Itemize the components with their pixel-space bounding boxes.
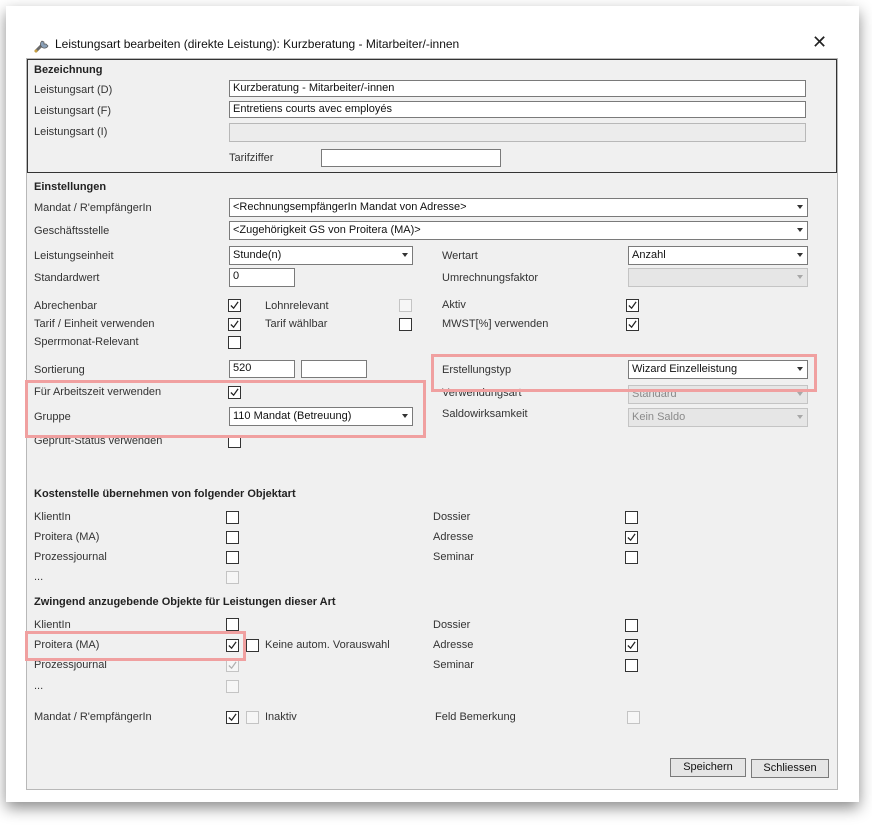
chevron-down-icon	[797, 275, 803, 279]
sortierung-input[interactable]: 520	[229, 360, 295, 378]
umrechnungsfaktor-select	[628, 268, 808, 287]
zwingend-prozessjournal-label: Prozessjournal	[34, 659, 107, 671]
lohnrelevant-checkbox	[399, 299, 412, 312]
mandat-select-value: <RechnungsempfängerIn Mandat von Adresse>	[233, 201, 467, 213]
lohnrelevant-label: Lohnrelevant	[265, 300, 329, 312]
zwingend-klientin-label: KlientIn	[34, 619, 71, 631]
leistungsart-d-label: Leistungsart (D)	[34, 84, 113, 96]
checkmark-icon	[228, 713, 237, 722]
kostenstelle-klientin-checkbox[interactable]	[226, 511, 239, 524]
geprueft-label: Geprüft-Status verwenden	[34, 435, 163, 447]
chevron-down-icon	[797, 415, 803, 419]
zwingend-more-checkbox	[226, 680, 239, 693]
zwingend-seminar-label: Seminar	[433, 659, 474, 671]
inaktiv-label: Inaktiv	[265, 711, 297, 723]
leistungsart-i-input	[229, 123, 806, 142]
zwingend-more-label: ...	[34, 680, 44, 692]
checkmark-icon	[628, 320, 637, 329]
title-bar[interactable]	[6, 6, 859, 54]
erstellungstyp-label: Erstellungstyp	[442, 364, 512, 376]
saldowirksamkeit-label: Saldowirksamkeit	[442, 408, 528, 420]
abrechenbar-label: Abrechenbar	[34, 300, 97, 312]
erstellungstyp-select-value: Wizard Einzelleistung	[632, 363, 738, 375]
checkmark-icon	[230, 320, 239, 329]
aktiv-checkbox[interactable]	[626, 299, 639, 312]
highlight-erstellungstyp	[431, 354, 817, 392]
saldowirksamkeit-select-value: Kein Saldo	[632, 411, 686, 423]
kostenstelle-prozessjournal-checkbox[interactable]	[226, 551, 239, 564]
leistungsart-i-label: Leistungsart (I)	[34, 126, 108, 138]
geschaeftsstelle-select-value: <Zugehörigkeit GS von Proitera (MA)>	[233, 224, 421, 236]
leistungsart-f-input[interactable]: Entretiens courts avec employés	[229, 101, 806, 118]
checkmark-icon	[628, 301, 637, 310]
sperrmonat-label: Sperrmonat-Relevant	[34, 336, 139, 348]
dialog-window	[6, 6, 859, 802]
chevron-down-icon	[797, 253, 803, 257]
save-button[interactable]: Speichern	[670, 758, 746, 777]
leistungseinheit-select[interactable]	[229, 246, 413, 265]
bezeichnung-header: Bezeichnung	[34, 64, 103, 76]
inaktiv-checkbox	[246, 711, 259, 724]
einstellungen-header: Einstellungen	[34, 181, 107, 193]
zwingend-dossier-label: Dossier	[433, 619, 471, 631]
feld-bemerkung-checkbox	[627, 711, 640, 724]
zwingend-mandat-label: Mandat / R'empfängerIn	[34, 711, 152, 723]
zwingend-mandat-checkbox[interactable]	[226, 711, 239, 724]
zwingend-adresse-checkbox[interactable]	[625, 639, 638, 652]
leistungsart-d-input[interactable]: Kurzberatung - Mitarbeiter/-innen	[229, 80, 806, 97]
chevron-down-icon	[402, 253, 408, 257]
gruppe-label: Gruppe	[34, 411, 71, 423]
chevron-down-icon	[797, 228, 803, 232]
tarifziffer-input[interactable]	[321, 149, 501, 167]
zwingend-header: Zwingend anzugebende Objekte für Leistungen dieser Art	[34, 596, 336, 608]
kostenstelle-seminar-checkbox[interactable]	[625, 551, 638, 564]
zwingend-proitera-label: Proitera (MA)	[34, 639, 100, 651]
kostenstelle-header: Kostenstelle übernehmen von folgender Objektart	[34, 488, 296, 500]
sortierung-label: Sortierung	[34, 364, 85, 376]
keine-vorauswahl-label: Keine autom. Vorauswahl	[265, 639, 390, 651]
standardwert-label: Standardwert	[34, 272, 100, 284]
kostenstelle-proitera-label: Proitera (MA)	[34, 531, 100, 543]
kostenstelle-dossier-checkbox[interactable]	[625, 511, 638, 524]
window-title: Leistungsart bearbeiten (direkte Leistung): Kurzberatung - Mitarbeiter/-innen	[55, 37, 460, 51]
mwst-label: MWST[%] verwenden	[442, 318, 549, 330]
zwingend-dossier-checkbox[interactable]	[625, 619, 638, 632]
kostenstelle-seminar-label: Seminar	[433, 551, 474, 563]
tarif-waehlbar-label: Tarif wählbar	[265, 318, 328, 330]
kostenstelle-prozessjournal-label: Prozessjournal	[34, 551, 107, 563]
saldowirksamkeit-select	[628, 408, 808, 427]
sperrmonat-checkbox[interactable]	[228, 336, 241, 349]
kostenstelle-klientin-label: KlientIn	[34, 511, 71, 523]
form-pane	[26, 58, 838, 790]
kostenstelle-more-checkbox	[226, 571, 239, 584]
verwendungsart-label: Verwendungsart	[442, 387, 522, 399]
verwendungsart-select-value: Standard	[632, 388, 677, 400]
leistungsart-f-label: Leistungsart (F)	[34, 105, 112, 117]
checkmark-icon	[627, 641, 636, 650]
mandat-select[interactable]	[229, 198, 808, 217]
feld-bemerkung-label: Feld Bemerkung	[435, 711, 516, 723]
gruppe-select-value: 110 Mandat (Betreuung)	[233, 410, 352, 422]
close-icon[interactable]: ✕	[812, 32, 828, 52]
umrechnungsfaktor-label: Umrechnungsfaktor	[442, 272, 538, 284]
mwst-checkbox[interactable]	[626, 318, 639, 331]
kostenstelle-dossier-label: Dossier	[433, 511, 471, 523]
zwingend-seminar-checkbox[interactable]	[625, 659, 638, 672]
chevron-down-icon	[797, 205, 803, 209]
leistungseinheit-select-value: Stunde(n)	[233, 249, 282, 261]
checkmark-icon	[230, 301, 239, 310]
wrench-icon	[33, 37, 51, 53]
sortierung-input-2[interactable]	[301, 360, 367, 378]
zwingend-adresse-label: Adresse	[433, 639, 474, 651]
kostenstelle-adresse-checkbox[interactable]	[625, 531, 638, 544]
tarif-waehlbar-checkbox[interactable]	[399, 318, 412, 331]
zwingend-klientin-checkbox[interactable]	[226, 618, 239, 631]
mandat-label: Mandat / R'empfängerIn	[34, 202, 152, 214]
aktiv-label: Aktiv	[442, 299, 466, 311]
wertart-select-value: Anzahl	[632, 249, 666, 261]
wertart-select[interactable]	[628, 246, 808, 265]
chevron-down-icon	[797, 392, 803, 396]
abrechenbar-checkbox[interactable]	[228, 299, 241, 312]
kostenstelle-proitera-checkbox[interactable]	[226, 531, 239, 544]
wertart-label: Wertart	[442, 250, 478, 262]
keine-vorauswahl-checkbox[interactable]	[246, 639, 259, 652]
arbeitszeit-label: Für Arbeitszeit verwenden	[34, 386, 162, 398]
tarif-einheit-label: Tarif / Einheit verwenden	[34, 318, 155, 330]
kostenstelle-adresse-label: Adresse	[433, 531, 474, 543]
tarif-einheit-checkbox[interactable]	[228, 318, 241, 331]
highlight-arbeitszeit-gruppe	[25, 380, 426, 438]
leistungseinheit-label: Leistungseinheit	[34, 250, 114, 262]
geschaeftsstelle-label: Geschäftsstelle	[34, 225, 110, 237]
highlight-proitera	[25, 631, 246, 661]
close-button[interactable]: Schliessen	[751, 759, 829, 778]
geschaeftsstelle-select[interactable]	[229, 221, 808, 240]
checkmark-icon	[627, 533, 636, 542]
standardwert-input[interactable]: 0	[229, 268, 295, 287]
tarifziffer-label: Tarifziffer	[229, 152, 274, 164]
checkmark-icon	[228, 661, 237, 670]
kostenstelle-more-label: ...	[34, 571, 44, 583]
